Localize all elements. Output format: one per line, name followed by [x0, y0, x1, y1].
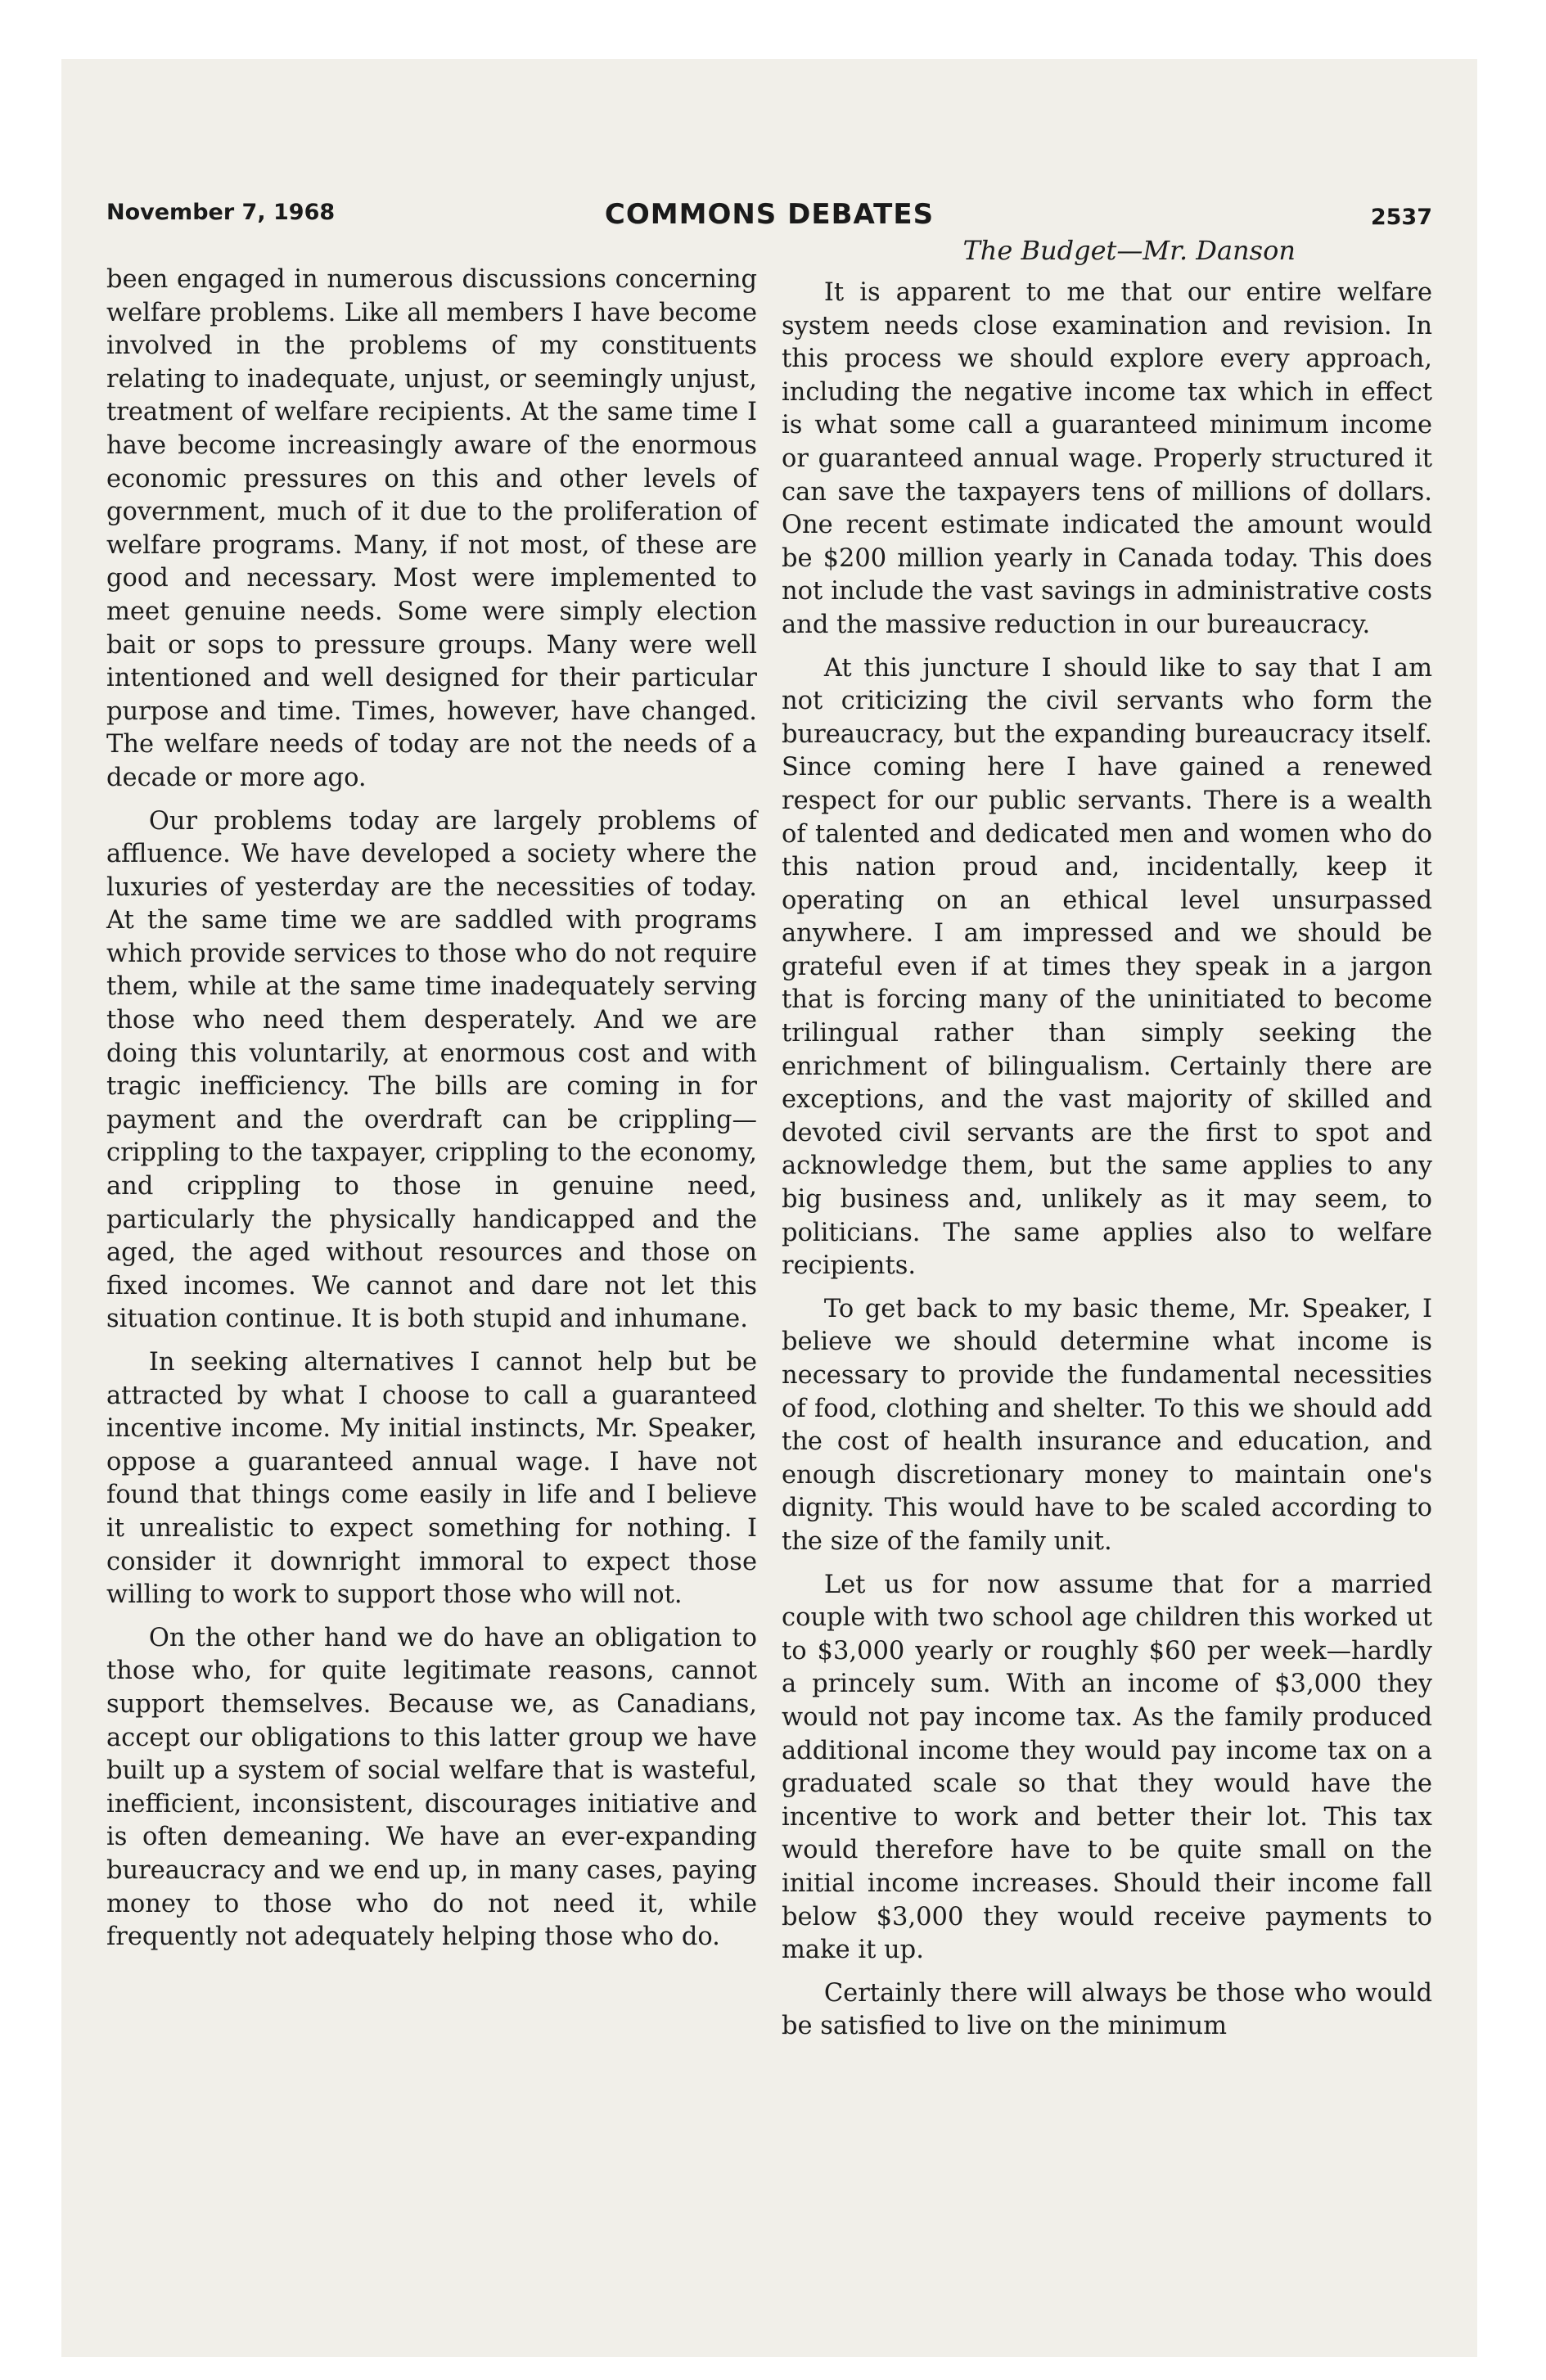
right-paragraph-4: Let us for now assume that for a married couple with two school age children this worked ut to $3,000 yearly or roughly $60 per week—hardly a princely sum. With an income of $3,000 they would not pay income tax. As the family produced additional income they would pay income tax on a graduated scale so that they would have the incentive to work and better their lot. This tax would therefore have to be quite small on the initial income increases. Should their income fall below $3,000 they would receive payments to make it up. — [782, 1570, 1432, 1965]
right-paragraph-2: At this juncture I should like to say that I am not criticizing the civil servants who form the bureaucracy, but the expanding bureaucracy itself. Since coming here I have gained a renewed respect for our public servants. There is a wealth of talented and dedicated men and women who do this nation proud and, incidentally, keep it operating on an ethical level unsurpassed anywhere. I am impressed and we should be grateful even if at times they speak in a jargon that is forcing many of the uninitiated to become trilingual rather than simply seeking the enrichment of bilingualism. Certainly there are exceptions, and the vast majority of skilled and devoted civil servants are the first to spot and acknowledge them, but the same applies to any big business and, unlikely as it may seem, to politicians. The same applies also to welfare recipients. — [782, 653, 1432, 1281]
right-column — [782, 234, 1432, 2053]
document-page — [61, 59, 1477, 2357]
left-paragraph-1: been engaged in numerous discussions concerning welfare problems. Like all members I have become involved in the problems of my constituents relating to inadequate, unjust, or seemingly unjust, treatment of welfare recipients. At the same time I have become increasingly aware of the enormous economic pressures on this and other levels of government, much of it due to the proliferation of welfare programs. Many, if not most, of these are good and necessary. Most were implemented to meet genuine needs. Some were simply election bait or sops to pressure groups. Many were well intentioned and well designed for their particular purpose and time. Times, however, have changed. The welfare needs of today are not the needs of a decade or more ago. — [106, 265, 757, 792]
running-header — [106, 198, 1432, 231]
header-date: November 7, 1968 — [106, 200, 336, 225]
left-paragraph-4: On the other hand we do have an obligation to those who, for quite legitimate reasons, cannot support themselves. Because we, as Canadians, accept our obligations to this latter group we have built up a system of social welfare that is wasteful, inefficient, inconsistent, discourages initiative and is often demeaning. We have an ever-expanding bureaucracy and we end up, in many cases, paying money to those who do not need it, while frequently not adequately helping those who do. — [106, 1623, 757, 1952]
left-paragraph-2: Our problems today are largely problems of affluence. We have developed a society where the luxuries of yesterday are the necessities of today. At the same time we are saddled with programs which provide services to those who do not require them, while at the same time inadequately serving those who need them desperately. And we are doing this voluntarily, at enormous cost and with tragic inefficiency. The bills are coming in for payment and the overdraft can be crippling—crippling to the taxpayer, crippling to the economy, and crippling to those in genuine need, particularly the physically handicapped and the aged, the aged without resources and those on fixed incomes. We cannot and dare not let this situation continue. It is both stupid and inhumane. — [106, 806, 757, 1334]
section-subhead: The Budget—Mr. Danson — [962, 235, 1296, 266]
right-paragraph-5: Certainly there will always be those who would be satisfied to live on the minimum — [782, 1978, 1432, 2041]
left-column — [106, 264, 757, 1964]
left-paragraph-3: In seeking alternatives I cannot help but be attracted by what I choose to call a guaranteed incentive income. My initial instincts, Mr. Speaker, oppose a guaranteed annual wage. I have not found that things come easily in life and I believe it unrealistic to expect something for nothing. I consider it downright immoral to expect those willing to work to support those who will not. — [106, 1348, 757, 1610]
right-paragraph-1: It is apparent to me that our entire welfare system needs close examination and revision. In this process we should explore every approach, including the negative income tax which in effect is what some call a guaranteed minimum income or guaranteed annual wage. Properly structured it can save the taxpayers tens of millions of dollars. One recent estimate indicated the amount would be $200 million yearly in Canada today. This does not include the vast savings in administrative costs and the massive reduction in our bureaucracy. — [782, 278, 1432, 639]
header-page-number: 2537 — [1370, 205, 1432, 230]
header-title: COMMONS DEBATES — [604, 198, 935, 231]
right-paragraph-3: To get back to my basic theme, Mr. Speaker, I believe we should determine what income is necessary to provide the fundamental necessities of food, clothing and shelter. To this we should add the cost of health insurance and education, and enough discretionary money to maintain one's dignity. This would have to be scaled according to the size of the family unit. — [782, 1294, 1432, 1556]
